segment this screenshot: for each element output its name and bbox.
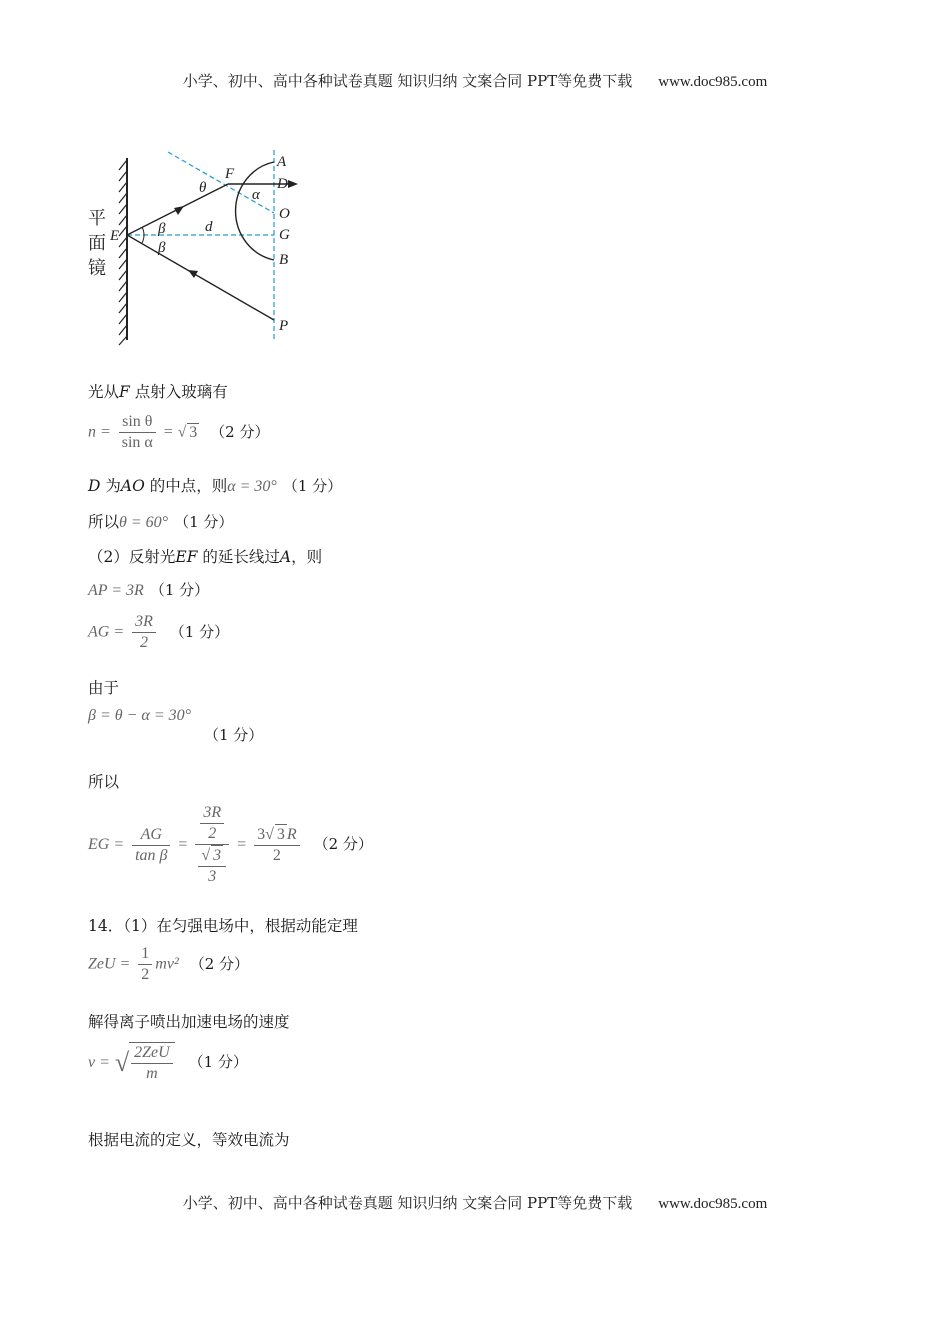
formula: β = θ − α = 30° [88, 707, 192, 724]
equals: = [237, 836, 247, 853]
line-16 [88, 1128, 290, 1150]
fraction-result [254, 824, 300, 866]
label-G: G [279, 227, 290, 243]
numerator: 1 [138, 944, 152, 965]
ray-out-arrow [288, 180, 298, 188]
sqrt-sign: √ [177, 423, 187, 441]
line-9-score [198, 724, 263, 745]
numerator [198, 845, 226, 867]
formula: θ = 60° [119, 514, 169, 531]
radicand: 3 [213, 847, 222, 864]
radicand: 3 [276, 826, 285, 843]
score: （1 分） [174, 513, 234, 531]
inner-fraction-bottom [198, 845, 226, 887]
line-9-formula [88, 706, 191, 725]
formula-lhs: n = [88, 423, 111, 441]
mirror-caption [88, 208, 106, 278]
sqrt-sign: √ [265, 826, 274, 843]
footer-text: 小学、初中、高中各种试卷真题 知识归纳 文案合同 PPT等免费下载 [182, 1194, 633, 1212]
line-11-formula-EG [88, 803, 373, 887]
denominator: tan β [135, 846, 168, 864]
ray-PE-arrow [188, 270, 198, 278]
label-theta: θ [199, 180, 207, 196]
sqrt-sign: √ [201, 847, 211, 864]
mirror-char-2: 面 [88, 233, 106, 253]
header-url: www.doc985.com [658, 74, 768, 90]
var-EF: EF [175, 548, 198, 566]
text: 由于 [88, 679, 120, 697]
fraction-under-sqrt [129, 1042, 175, 1084]
text: 所以 [88, 773, 120, 791]
page-footer [0, 1192, 950, 1213]
denominator: m [146, 1065, 158, 1082]
numerator [254, 824, 300, 846]
formula-lhs: AG = [88, 623, 125, 641]
sqrt-sign: √ [114, 1048, 130, 1077]
var-R: R [286, 826, 297, 843]
optics-diagram [80, 140, 320, 350]
denominator: 2 [139, 634, 148, 651]
numerator: 2ZeU [131, 1043, 173, 1064]
angle-arc-beta-bottom [142, 235, 144, 243]
line-1 [88, 380, 228, 402]
denominator: 2 [208, 825, 217, 842]
numerator: 3R [132, 612, 156, 633]
fraction-half [138, 944, 152, 985]
header-text: 小学、初中、高中各种试卷真题 知识归纳 文案合同 PPT等免费下载 [182, 72, 633, 90]
inner-fraction-top [200, 803, 224, 844]
label-beta-top: β [158, 221, 166, 237]
denominator: 2 [141, 966, 150, 983]
text: 点射入玻璃有 [129, 383, 228, 401]
formula-tail: mv² [155, 955, 179, 973]
label-alpha: α [252, 187, 260, 203]
mirror-char-3: 镜 [88, 258, 106, 278]
label-B: B [279, 252, 289, 268]
text: 为 [100, 477, 121, 495]
text: 解得离子喷出加速电场的速度 [88, 1013, 290, 1031]
var-AO: AO [120, 477, 145, 495]
numerator: 3R [200, 803, 224, 824]
page-header [0, 70, 950, 91]
compound-fraction [195, 803, 229, 887]
formula: AP = 3R [88, 582, 144, 599]
score: （1 分） [169, 622, 230, 641]
line-4 [88, 510, 233, 532]
equals: = [163, 423, 173, 441]
score: （2 分） [210, 422, 270, 441]
denominator: sin α [121, 434, 153, 451]
text: 的中点，则 [144, 477, 228, 495]
outer-denominator [195, 845, 229, 887]
formula-lhs: ZeU = [88, 955, 131, 973]
mirror-hatching [119, 160, 127, 345]
line-6 [88, 579, 209, 600]
denominator: 3 [208, 868, 217, 885]
glass-semicircle [236, 162, 274, 260]
line-3 [88, 474, 342, 496]
text: 根据电流的定义，等效电流为 [88, 1131, 290, 1149]
label-O: O [279, 206, 290, 222]
outer-numerator [195, 803, 229, 845]
score: （2 分） [189, 954, 249, 973]
line-8 [88, 676, 119, 698]
text: 所以 [88, 513, 120, 531]
score: （1 分） [204, 726, 264, 744]
text: （2）反射光 [88, 548, 176, 566]
footer-url: www.doc985.com [658, 1196, 768, 1212]
score: （1 分） [282, 477, 343, 495]
label-D: D [277, 176, 288, 192]
line-14 [88, 1010, 290, 1032]
line-13-formula [88, 944, 249, 985]
text: 光从 [88, 383, 120, 401]
equals: = [178, 836, 188, 853]
label-F: F [225, 166, 235, 182]
ray-EF-arrow [174, 206, 184, 215]
formula-lhs: EG = [88, 836, 125, 853]
formula-lhs: v = [88, 1054, 110, 1071]
formula: α = 30° [227, 478, 277, 495]
score: （1 分） [188, 1053, 248, 1071]
line-5 [88, 545, 322, 567]
var-D: D [88, 477, 101, 495]
score: （1 分） [149, 581, 210, 599]
line-10 [88, 770, 119, 792]
text: 的延长线过 [197, 548, 280, 566]
radicand: 3 [189, 423, 198, 441]
mirror-char-1: 平 [88, 208, 106, 228]
numerator: AG [132, 825, 170, 846]
score: （2 分） [313, 835, 373, 853]
coefficient: 3 [257, 826, 266, 843]
label-beta-bottom: β [158, 240, 166, 256]
angle-arc-beta-top [142, 227, 144, 235]
label-d: d [205, 219, 213, 235]
fraction-AG-tan [132, 825, 170, 866]
text: 14．（1）在匀强电场中，根据动能定理 [88, 917, 358, 935]
line-12 [88, 914, 358, 936]
var-A: A [279, 548, 292, 566]
line-7 [88, 612, 229, 653]
text: ，则 [291, 548, 323, 566]
denominator: 2 [272, 847, 281, 864]
fraction [132, 612, 156, 653]
numerator: sin θ [119, 412, 156, 433]
var-F: F [119, 383, 130, 401]
label-E: E [110, 228, 120, 244]
line-15-formula [88, 1042, 248, 1084]
line-2-formula-n [88, 412, 269, 453]
label-A: A [277, 154, 287, 170]
normal-dashed [168, 152, 274, 213]
label-P: P [279, 318, 289, 334]
fraction-sin [119, 412, 156, 453]
